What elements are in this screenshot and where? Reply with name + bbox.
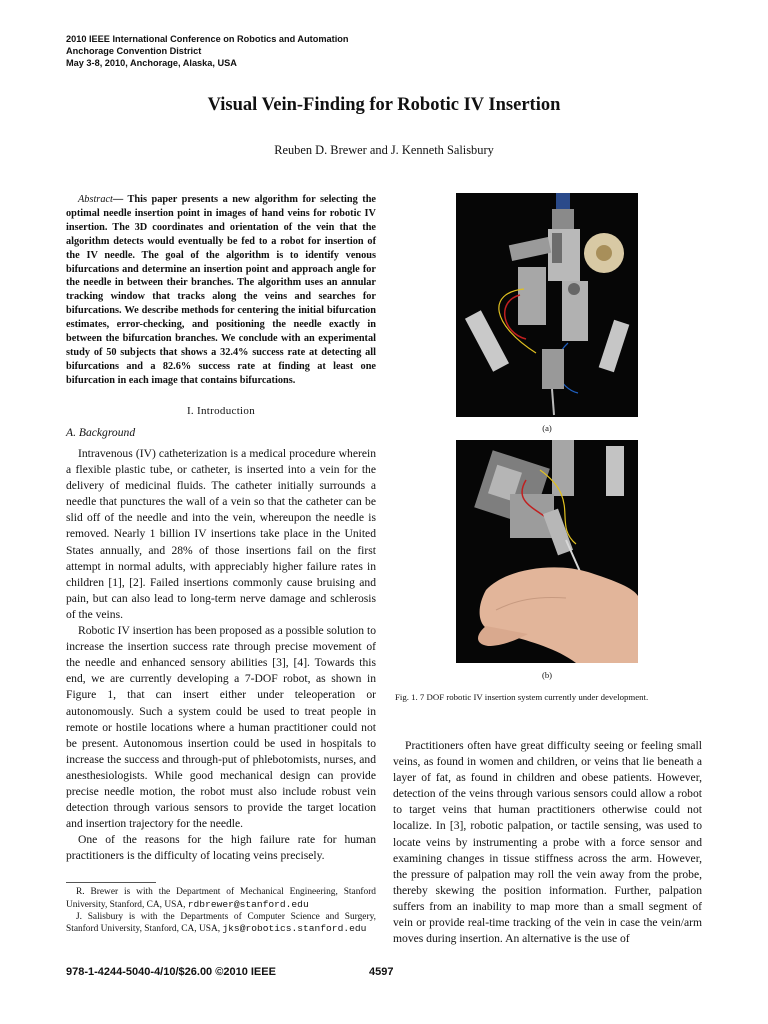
figure-1b-label: (b) [541, 670, 553, 680]
section-heading: I. Introduction [186, 405, 256, 417]
abstract-label: Abstract [78, 194, 113, 205]
paper-authors: Reuben D. Brewer and J. Kenneth Salisbury [274, 143, 494, 157]
page-number: 4597 [369, 966, 394, 978]
figure-1b-robot-hand-photo [456, 440, 638, 663]
body-paragraph: One of the reasons for the high failure rate for human practitioners is the difficulty of locating veins precisely. [66, 833, 376, 863]
header-line-3: May 3-8, 2010, Anchorage, Alaska, USA [66, 58, 237, 68]
body-paragraph: Intravenous (IV) catheterization is a medical procedure wherein a flexible plastic tube, or catheter, is inserted into a vein for the delivery of medicinal fluids. The catheter initially surrounds a needle that punctures the wall of a vein so that the catheter can be slid off of the needle and into the vein, whereupon the needle is removed. Nearly 1 billion IV insertions take place in the United States annually, and 28% of those insertions fail on the first attempt in normal adults, with appreciably higher failure rates in children [1], [2]. Failed insertions commonly cause bruising and pain, but can also lead to long-term nerve damage and schlerosis of the veins. [66, 447, 376, 621]
footnote-2-email[interactable]: jks@robotics.stanford.edu [222, 923, 367, 935]
left-column-body [66, 446, 376, 864]
conference-header [66, 33, 348, 69]
abstract-text: — This paper presents a new algorithm for selecting the optimal needle insertion point in images of hand veins for robotic IV insertion. The 3D coordinates and orientation of the vein that the algorithm detects would eventually be fed to a robot for insertion of the IV needle. The goal of the algorithm is to identify venous bifurcations and determine an insertion point and approach angle for the needle in between their branches. The algorithm uses an annular tracking window that tracks along the veins and searches for bifurcations. We describe methods for centering the initial bifurcation estimates, error-checking, and positioning the needle exactly in between the bifurcation branches. We conclude with an experimental study of 50 subjects that shows a 32.4% success rate at detecting all bifurcations and a 82.6% success rate at finding at least one bifurcation in each image that contains bifurcations. [66, 194, 376, 386]
paper-title: Visual Vein-Finding for Robotic IV Insertion [207, 95, 561, 115]
author-footnotes [66, 882, 376, 936]
footnote-rule [66, 882, 156, 883]
footnote-2: J. Salisbury is with the Departments of Computer Science and Surgery, Stanford University, Stanford, CA, USA, jks@robotics.stanford.edu [66, 911, 376, 935]
footnote-1-email[interactable]: rdbrewer@stanford.edu [187, 898, 309, 910]
figure-1a-robot-photo [456, 193, 638, 417]
footnote-1: R. Brewer is with the Department of Mechanical Engineering, Stanford University, Stanford, CA, USA, rdbrewer@stanford.edu [66, 887, 376, 910]
robot-illustration [456, 193, 638, 417]
figure-1a-label: (a) [542, 423, 552, 433]
header-line-1: 2010 IEEE International Conference on Robotics and Automation [66, 34, 349, 44]
figure-1-caption: Fig. 1. 7 DOF robotic IV insertion system currently under development. [395, 692, 649, 702]
right-column-body [393, 738, 702, 947]
robot-hand-illustration [456, 440, 638, 663]
header-line-2: Anchorage Convention District [66, 46, 202, 56]
body-paragraph: Practitioners often have great difficulty seeing or feeling small veins, as found in women and children, or veins that lie beneath a layer of fat, as found in children and obese patients. However, detection of the veins through various sensors could allow a robot to target veins that human practitioners otherwise could not localize. In [3], robotic palpation, or tactile sensing, was used to locate veins by instrumenting a probe with a force sensor and examining changes in tissue stiffness across the arm. However, the pressure of palpation may roll the vein away from the probe, thereby skewing the position information. Further, palpation suffers from an inability to map more than a small segment of vein or provide real-time tracking of the vein in case the vein/arm moves during insertion. An alternative is the use of [393, 739, 702, 946]
abstract [66, 193, 376, 388]
body-paragraph: Robotic IV insertion has been proposed as a possible solution to increase the insertion success rate through precise movement of the needle and enhanced sensory abilities [3], [4]. Towards this end, we are currently developing a 7-DOF robot, as shown in Figure 1, that can insert either under teleoperation or autonomously. Such a system could be used to treat people in remote or hostile locations where a human practitioner could not be present. Autonomous insertion could be used in hospitals to increase the success and through-put of phlebotomists, nurses, and anesthesiologists. While good mechanical design can provide precise needle motion, the robot must also include robust vein detection through various sensors to provide the target location and insertion trajectory for the needle. [66, 624, 376, 831]
isbn-line: 978-1-4244-5040-4/10/$26.00 ©2010 IEEE [66, 966, 276, 978]
subsection-heading: A. Background [66, 426, 136, 439]
